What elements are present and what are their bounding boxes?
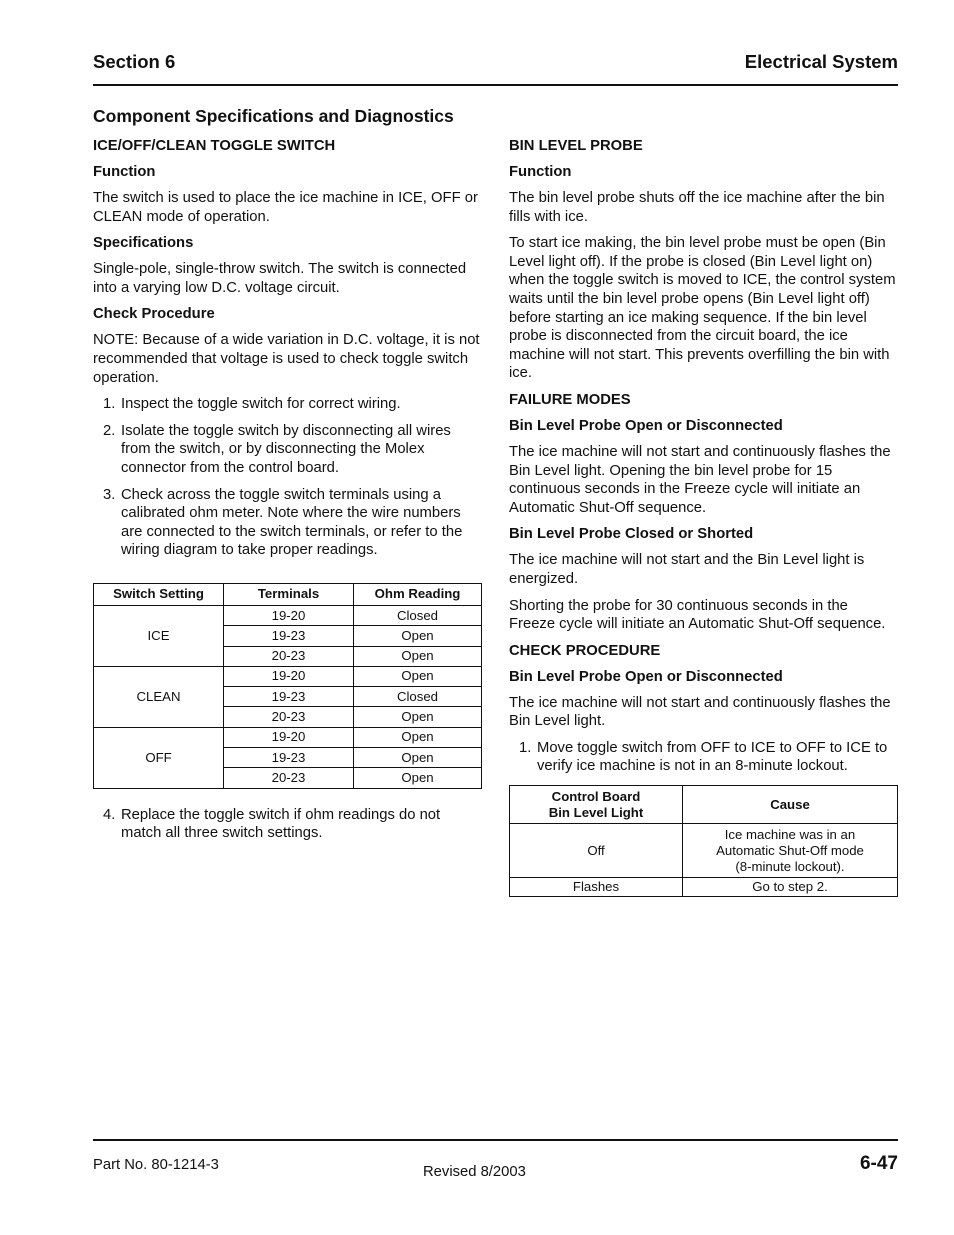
probe-shorting-paragraph: Shorting the probe for 30 continuous seconds in the Freeze cycle will initiate an Automatic Shut-Off sequence. [509, 597, 886, 633]
column-header: Terminals [224, 583, 354, 605]
table-row [94, 727, 482, 747]
step-text: Check across the toggle switch terminals using a calibrated ohm meter. Note where the wire numbers are connected to the switch terminals, or refer to the wiring diagram to take proper readings. [121, 486, 463, 559]
ohm-reading-cell: Open [354, 626, 482, 646]
ohm-reading-cell: Open [354, 646, 482, 666]
terminals-cell: 20-23 [224, 707, 354, 727]
function-paragraph: The bin level probe shuts off the ice machine after the bin fills with ice. [509, 190, 885, 225]
column-header [510, 786, 683, 824]
step-text: Replace the toggle switch if ohm readings do not match all three switch settings. [121, 806, 441, 842]
switch-setting-cell: ICE [94, 605, 224, 666]
function-paragraph-2: To start ice making, the bin level probe must be open (Bin Level light off). If the probe is closed (Bin Level light on) when the toggle switch is moved to ICE, the control system waits until the bin level probe opens (Bin Level light off) before starting an ice making sequence. If the bin level probe is disconnected from the circuit board, the ice machine will not start. This prevents overfilling the bin with ice. [509, 235, 896, 382]
list-item [93, 422, 483, 478]
check-steps-list [509, 739, 898, 776]
cause-cell [683, 824, 898, 878]
table-row [94, 666, 482, 686]
terminals-cell: 19-23 [224, 747, 354, 767]
manual-page [93, 0, 898, 1235]
check-open-paragraph: The ice machine will not start and continuously flashes the Bin Level light. [509, 694, 891, 730]
page-footer [93, 1139, 898, 1180]
check-procedure-heading: CHECK PROCEDURE [509, 642, 661, 659]
table-header-row [510, 786, 898, 824]
step-text: Inspect the toggle switch for correct wiring. [121, 396, 401, 413]
terminals-cell: 20-23 [224, 646, 354, 666]
final-step-list [93, 806, 483, 843]
step-text: Isolate the toggle switch by disconnecting all wires from the switch, or by disconnecting the Molex connector from the control board. [121, 422, 451, 476]
part-number: Part No. 80-1214-3 [93, 1157, 219, 1173]
revision-date: Revised 8/2003 [423, 1164, 526, 1180]
ohm-reading-cell: Open [354, 747, 482, 767]
cause-line: Automatic Shut-Off mode [716, 842, 864, 858]
check-procedure-subheading: Check Procedure [93, 306, 215, 323]
light-cell: Off [510, 824, 683, 878]
list-item [93, 806, 483, 843]
column-header: Cause [683, 786, 898, 824]
step-number: 1. [519, 739, 532, 756]
ohm-reading-cell: Open [354, 768, 482, 788]
toggle-switch-heading: ICE/OFF/CLEAN TOGGLE SWITCH [93, 138, 336, 154]
column-header: Ohm Reading [354, 583, 482, 605]
switch-setting-cell: OFF [94, 727, 224, 788]
chapter-title: Electrical System [744, 51, 898, 72]
ohm-reading-cell: Open [354, 707, 482, 727]
step-text: Move toggle switch from OFF to ICE to OFF to ICE to verify ice machine is not in an 8-minute lockout. [537, 739, 888, 775]
list-item [93, 395, 483, 414]
cause-cell: Go to step 2. [683, 878, 898, 897]
failure-modes-heading: FAILURE MODES [509, 391, 631, 408]
table-row [510, 878, 898, 897]
column-header: Switch Setting [94, 583, 224, 605]
list-item [509, 739, 898, 776]
header-line: Control Board [551, 788, 641, 804]
page-title: Component Specifications and Diagnostics [93, 106, 454, 126]
note-paragraph: NOTE: Because of a wide variation in D.C. voltage, it is not recommended that voltage is used to check toggle switch operation. [93, 332, 480, 386]
terminals-cell: 19-20 [224, 727, 354, 747]
ohm-reading-cell: Closed [354, 687, 482, 707]
table-row [94, 605, 482, 625]
probe-closed-paragraph: The ice machine will not start and the Bin Level light is energized. [509, 552, 865, 587]
header-line: Bin Level Light [548, 804, 644, 820]
function-paragraph: The switch is used to place the ice machine in ICE, OFF or CLEAN mode of operation. [93, 190, 478, 225]
step-number: 1. [103, 396, 116, 413]
page-header [93, 50, 898, 86]
check-open-subheading: Bin Level Probe Open or Disconnected [509, 668, 783, 685]
section-label: Section 6 [93, 51, 176, 72]
terminals-cell: 19-23 [224, 626, 354, 646]
terminals-cell: 20-23 [224, 768, 354, 788]
cause-line: (8-minute lockout). [735, 858, 845, 874]
left-column [93, 106, 483, 851]
function-subheading: Function [509, 164, 572, 180]
right-column [509, 137, 898, 897]
ohm-reading-cell: Open [354, 666, 482, 686]
specifications-subheading: Specifications [93, 235, 194, 252]
probe-closed-subheading: Bin Level Probe Closed or Shorted [509, 526, 754, 543]
ohm-reading-cell: Open [354, 727, 482, 747]
page-number: 6-47 [859, 1153, 898, 1174]
check-steps-list [93, 395, 483, 560]
terminals-cell: 19-20 [224, 605, 354, 625]
ohm-reading-cell: Closed [354, 605, 482, 625]
table-row [510, 824, 898, 878]
cause-line: Ice machine was in an [724, 826, 856, 842]
probe-open-paragraph: The ice machine will not start and continuously flashes the Bin Level light. Opening the bin level probe for 15 continuous seconds in the Freeze cycle will initiate an Automatic Shut-Off sequence. [509, 443, 891, 516]
bin-level-light-table [509, 785, 898, 897]
light-cell: Flashes [510, 878, 683, 897]
step-number: 2. [103, 422, 116, 439]
function-subheading: Function [93, 164, 156, 180]
specifications-paragraph: Single-pole, single-throw switch. The switch is connected into a varying low D.C. voltage circuit. [93, 261, 467, 296]
step-number: 4. [103, 806, 116, 823]
switch-setting-cell: CLEAN [94, 666, 224, 727]
terminals-cell: 19-20 [224, 666, 354, 686]
switch-readings-table [93, 583, 482, 789]
probe-open-subheading: Bin Level Probe Open or Disconnected [509, 417, 783, 434]
step-number: 3. [103, 486, 116, 503]
list-item [93, 486, 483, 560]
table-header-row [94, 583, 482, 605]
bin-level-probe-heading: BIN LEVEL PROBE [509, 138, 643, 154]
terminals-cell: 19-23 [224, 687, 354, 707]
